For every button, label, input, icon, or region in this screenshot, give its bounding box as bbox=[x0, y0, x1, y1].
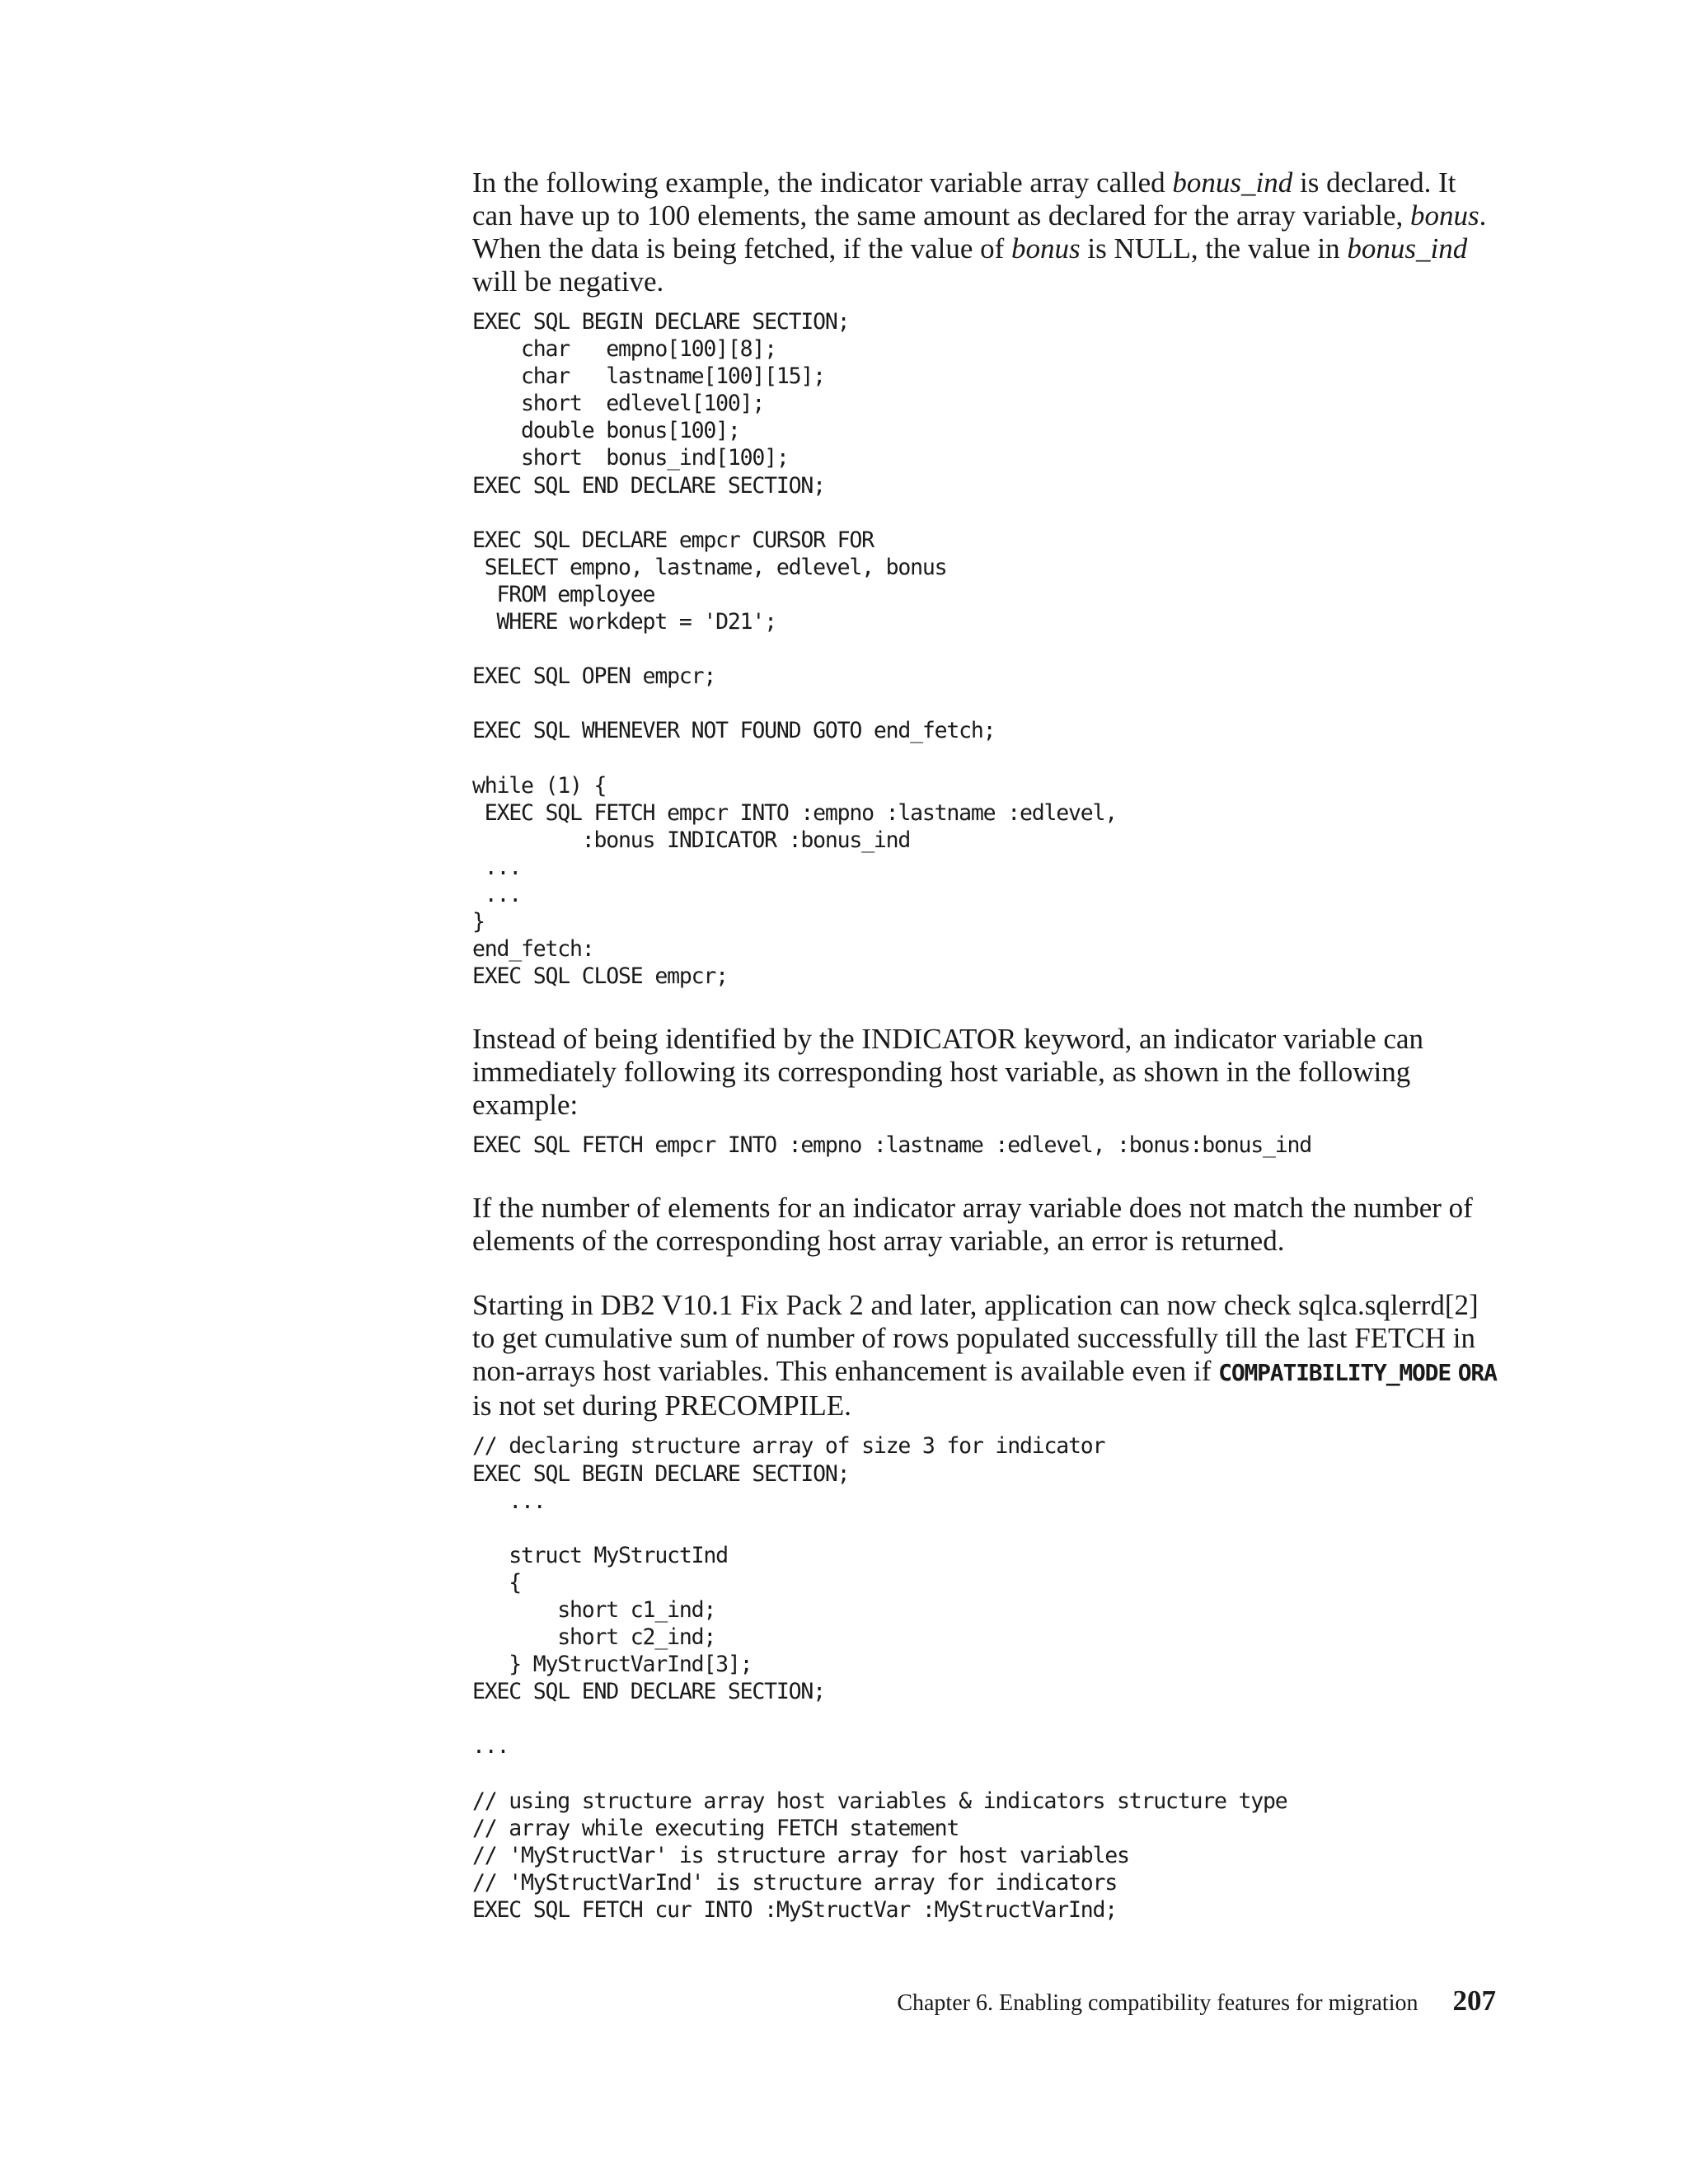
italic-term: bonus bbox=[1410, 199, 1479, 232]
text-run: is not set during PRECOMPILE. bbox=[472, 1390, 851, 1422]
page-body bbox=[472, 166, 1503, 1924]
italic-term: bonus_ind bbox=[1347, 232, 1468, 265]
paragraph-fix-pack-enhancement bbox=[472, 1289, 1503, 1422]
italic-term: bonus_ind bbox=[1172, 166, 1293, 199]
text-run: . When the data is being fetched, if the value of bbox=[472, 199, 1487, 265]
text-run: is declared. It can have up to 100 elements, the same amount as declared for the array variable, bbox=[472, 166, 1456, 232]
keyword-ora: ORA bbox=[1457, 1359, 1497, 1387]
code-example-structure-array-indicator: // declaring structure array of size 3 for indicator EXEC SQL BEGIN DECLARE SECTION; ... struct MyStructInd { short c1_ind; short c2_ind; } MyStructVarInd[3]; EXEC SQL END DECLARE SECTION; ... // using structure array host variables & indicators structure type // array while executing FETCH statement // 'MyStructVar' is structure array for host variables // 'MyStructVarInd' is structure array for indicators EXEC SQL FETCH cur INTO :MyStructVar :MyStructVarInd; bbox=[472, 1433, 1287, 1924]
page-number: 207 bbox=[1452, 1985, 1496, 2017]
paragraph-element-mismatch-error: If the number of elements for an indicator array variable does not match the number of elements of the corresponding host array variable, an error is returned. bbox=[472, 1192, 1473, 1258]
italic-term: bonus bbox=[1011, 232, 1081, 265]
text-run: is NULL, the value in bbox=[1080, 232, 1348, 265]
code-example-indicator-array: EXEC SQL BEGIN DECLARE SECTION; char empno[100][8]; char lastname[100][15]; short edlevel[100]; double bonus[100]; short bonus_ind[100]; EXEC SQL END DECLARE SECTION; EXEC SQL DECLARE empcr CURSOR FOR SELECT empno, lastname, edlevel, bonus FROM employee WHERE workdept = 'D21'; EXEC SQL OPEN empcr; EXEC SQL WHENEVER NOT FOUND GOTO end_fetch; while (1) { EXEC SQL FETCH empcr INTO :empno :lastname :edlevel, :bonus INDICATOR :bonus_ind ... ... } end_fetch: EXEC SQL CLOSE empcr; bbox=[472, 309, 1117, 990]
paragraph-indicator-without-keyword: Instead of being identified by the INDICATOR keyword, an indicator variable can immediately following its corresponding host variable, as shown in the following example: bbox=[472, 1023, 1424, 1122]
paragraph-indicator-array-intro bbox=[472, 166, 1503, 298]
keyword-compatibility-mode: COMPATIBILITY_MODE bbox=[1218, 1359, 1451, 1387]
code-example-fetch-inline-indicator: EXEC SQL FETCH empcr INTO :empno :lastname :edlevel, :bonus:bonus_ind bbox=[472, 1132, 1312, 1159]
text-run: Starting in DB2 V10.1 Fix Pack 2 and later, application can now check sqlca.sqlerrd[2] to get cumulative sum of number of rows populated successfully till the last FETCH in non-arrays host variables. This enhancement is available even if bbox=[472, 1289, 1479, 1388]
chapter-title: Chapter 6. Enabling compatibility features for migration bbox=[897, 1990, 1418, 2016]
page-footer bbox=[870, 1985, 1496, 2018]
text-run: will be negative. bbox=[472, 265, 664, 298]
text-run bbox=[1451, 1355, 1458, 1387]
text-run: In the following example, the indicator variable array called bbox=[472, 166, 1173, 199]
